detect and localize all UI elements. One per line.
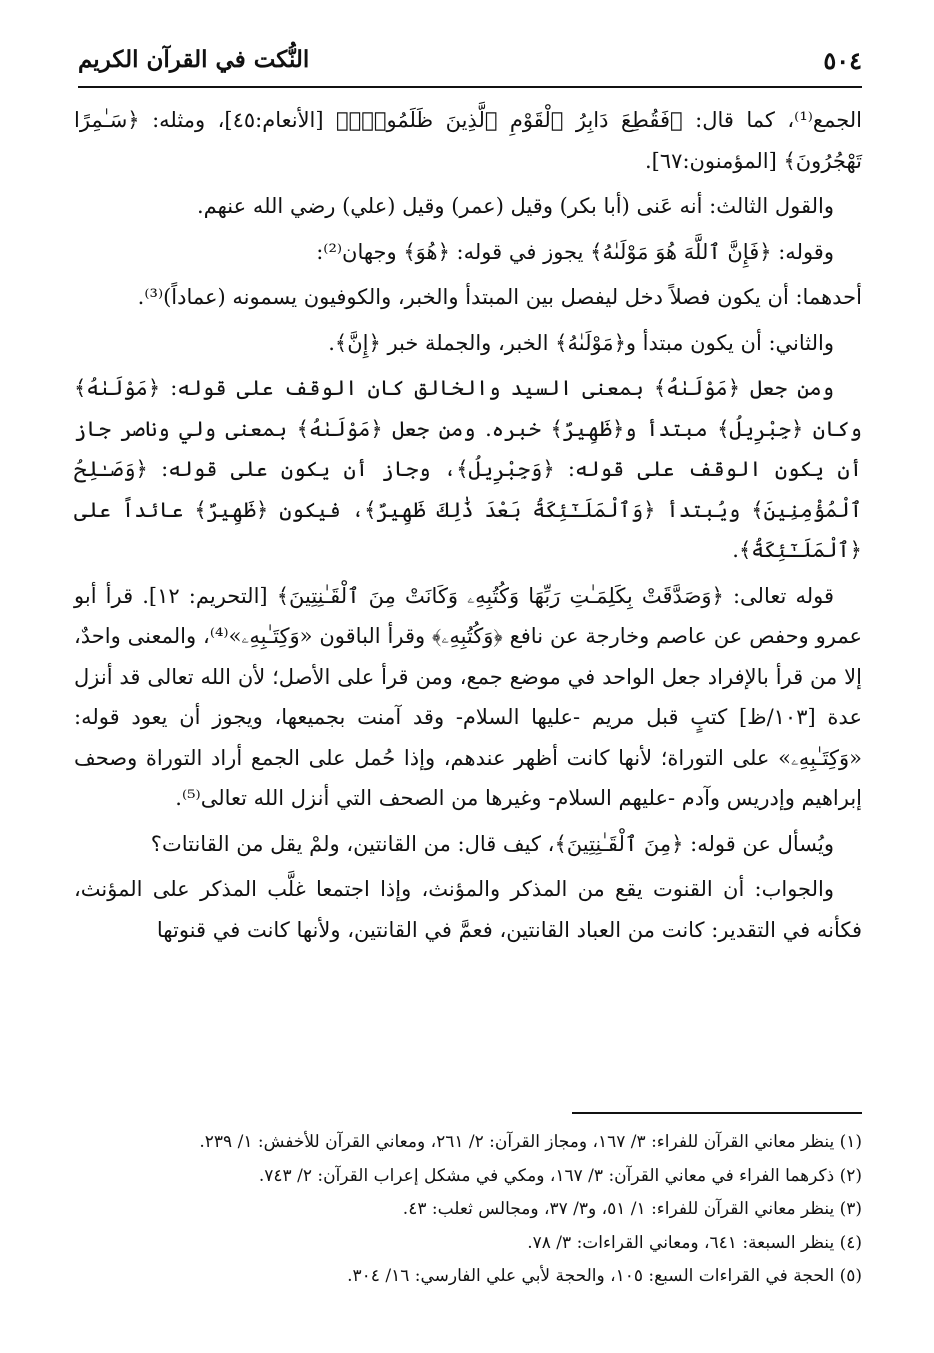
footnote: (٣) ينظر معاني القرآن للفراء: ١/ ٥١، و٣/ ٣٧، ومجالس ثعلب: ٤٣.: [402, 1199, 862, 1219]
footnote: (٤) ينظر السبعة: ٦٤١، ومعاني القراءات: ٣/ ٧٨.: [527, 1232, 862, 1253]
page-header: [78, 38, 862, 88]
paragraph: وقوله: ﴿فَإِنَّ ٱللَّهَ هُوَ مَوْلَىٰهُ﴾ يجوز في قوله: ﴿هُوَ﴾ وجهان⁽²⁾:: [316, 239, 834, 264]
footnote: (٢) ذكرهما الفراء في معاني القرآن: ٣/ ١٦٧، ومكي في مشكل إعراب القرآن: ٢/ ٧٤٣.: [258, 1165, 862, 1186]
paragraph: ومن جعل ﴿مَوْلَىٰهُ﴾ بمعنى السيد والخالق كان الوقف على قوله: ﴿مَوْلَىٰهُ﴾ وكان ﴿جِبْرِيلُ﴾ مبتدأ و﴿ظَهِيرٌ﴾ خبره. ومن جعل ﴿مَوْلَىٰهُ﴾ بمعنى ولي وناصر جاز أن يكون الوقف على قوله: ﴿وَجِبْرِيلُ﴾، وجاز أن يكون على قوله: ﴿وَصَـٰلِحُ ٱلْمُؤْمِنِينَ﴾ ويُبتدأ ﴿وَٱلْمَلَـٰٓئِكَةُ بَعْدَ ذَٰلِكَ ظَهِيرٌ﴾، فيكون ﴿ظَهِيرٌ﴾ عائداً على ﴿ٱلْمَلَـٰٓئِكَةُ﴾.: [74, 376, 862, 562]
footnote-divider: [572, 1112, 862, 1114]
paragraph: والثاني: أن يكون مبتدأ و﴿مَوْلَىٰهُ﴾ الخبر، والجملة خبر ﴿إِنَّ﴾.: [328, 330, 834, 355]
paragraph: والجواب: أن القنوت يقع من المذكر والمؤنث، وإذا اجتمعا غلَّب المذكر على المؤنث، فكأنه في التقدير: كانت من العباد القانتين، فعمَّ في القانتين، ولأنها كانت في قنوتها: [74, 877, 862, 942]
paragraph: أحدهما: أن يكون فصلاً دخل ليفصل بين المبتدأ والخبر، والكوفيون يسمونه (عماداً)⁽³⁾.: [137, 285, 862, 309]
paragraph: والقول الثالث: أنه عَنى (أبا بكر) وقيل (عمر) وقيل (علي) رضي الله عنهم.: [196, 194, 834, 218]
footnote: (٥) الحجة في القراءات السبع: ١٠٥، والحجة لأبي علي الفارسي: ١٦/ ٣٠٤.: [347, 1266, 862, 1286]
running-title: النُّكت في القرآن الكريم: [78, 46, 310, 73]
paragraph: ويُسأل عن قوله: ﴿مِنَ ٱلْقَـٰنِتِينَ﴾، كيف قال: من القانتين، ولمْ يقل من القانتات؟: [150, 831, 834, 856]
paragraph: الجمع⁽¹⁾، كما قال: ﴿فَقُطِعَ دَابِرُ ٱلْقَوْمِ ٱلَّذِينَ ظَلَمُوا۟ۚ﴾ [الأنعام:٤٥]، ومثله: ﴿سَـٰمِرًا تَهْجُرُونَ﴾ [المؤمنون:٦٧].: [74, 108, 863, 173]
paragraph: قوله تعالى: ﴿وَصَدَّقَتْ بِكَلِمَـٰتِ رَبِّهَا وَكُتُبِهِۦ وَكَانَتْ مِنَ ٱلْقَـٰنِتِينَ﴾ [التحريم: ١٢]. قرأ أبو عمرو وحفص عن عاصم وخارجة عن نافع ﴿وَكُتُبِهِۦ﴾ وقرأ الباقون «وَكِتَـٰبِهِۦ»⁽⁴⁾، والمعنى واحدٌ، إلا من قرأ بالإفراد جعل الواحد في موضع جمع، ومن قرأ على الأصل؛ لأن الله تعالى قد أنزل عدة [١٠٣/ظ] كتبٍ قبل مريم -عليها السلام- وقد آمنت بجميعها، ويجوز أن يعود قوله: «وَكِتَـٰبِهِۦ» على التوراة؛ لأنها كانت أظهر عندهم، وإذا حُمل على الجمع أراد التوراة وصحف إبراهيم وإدريس وآدم -عليهم السلام- وغيرها من الصحف التي أنزل الله تعالى⁽⁵⁾.: [74, 583, 862, 810]
page-number: ٥٠٤: [823, 46, 862, 75]
footnote: (١) ينظر معاني القرآن للفراء: ٣/ ١٦٧، ومجاز القرآن: ٢/ ٢٦١، ومعاني القرآن للأخفش: ١/ ٢٣٩.: [199, 1132, 862, 1152]
main-text: [74, 100, 862, 955]
footnotes: [74, 1126, 862, 1294]
